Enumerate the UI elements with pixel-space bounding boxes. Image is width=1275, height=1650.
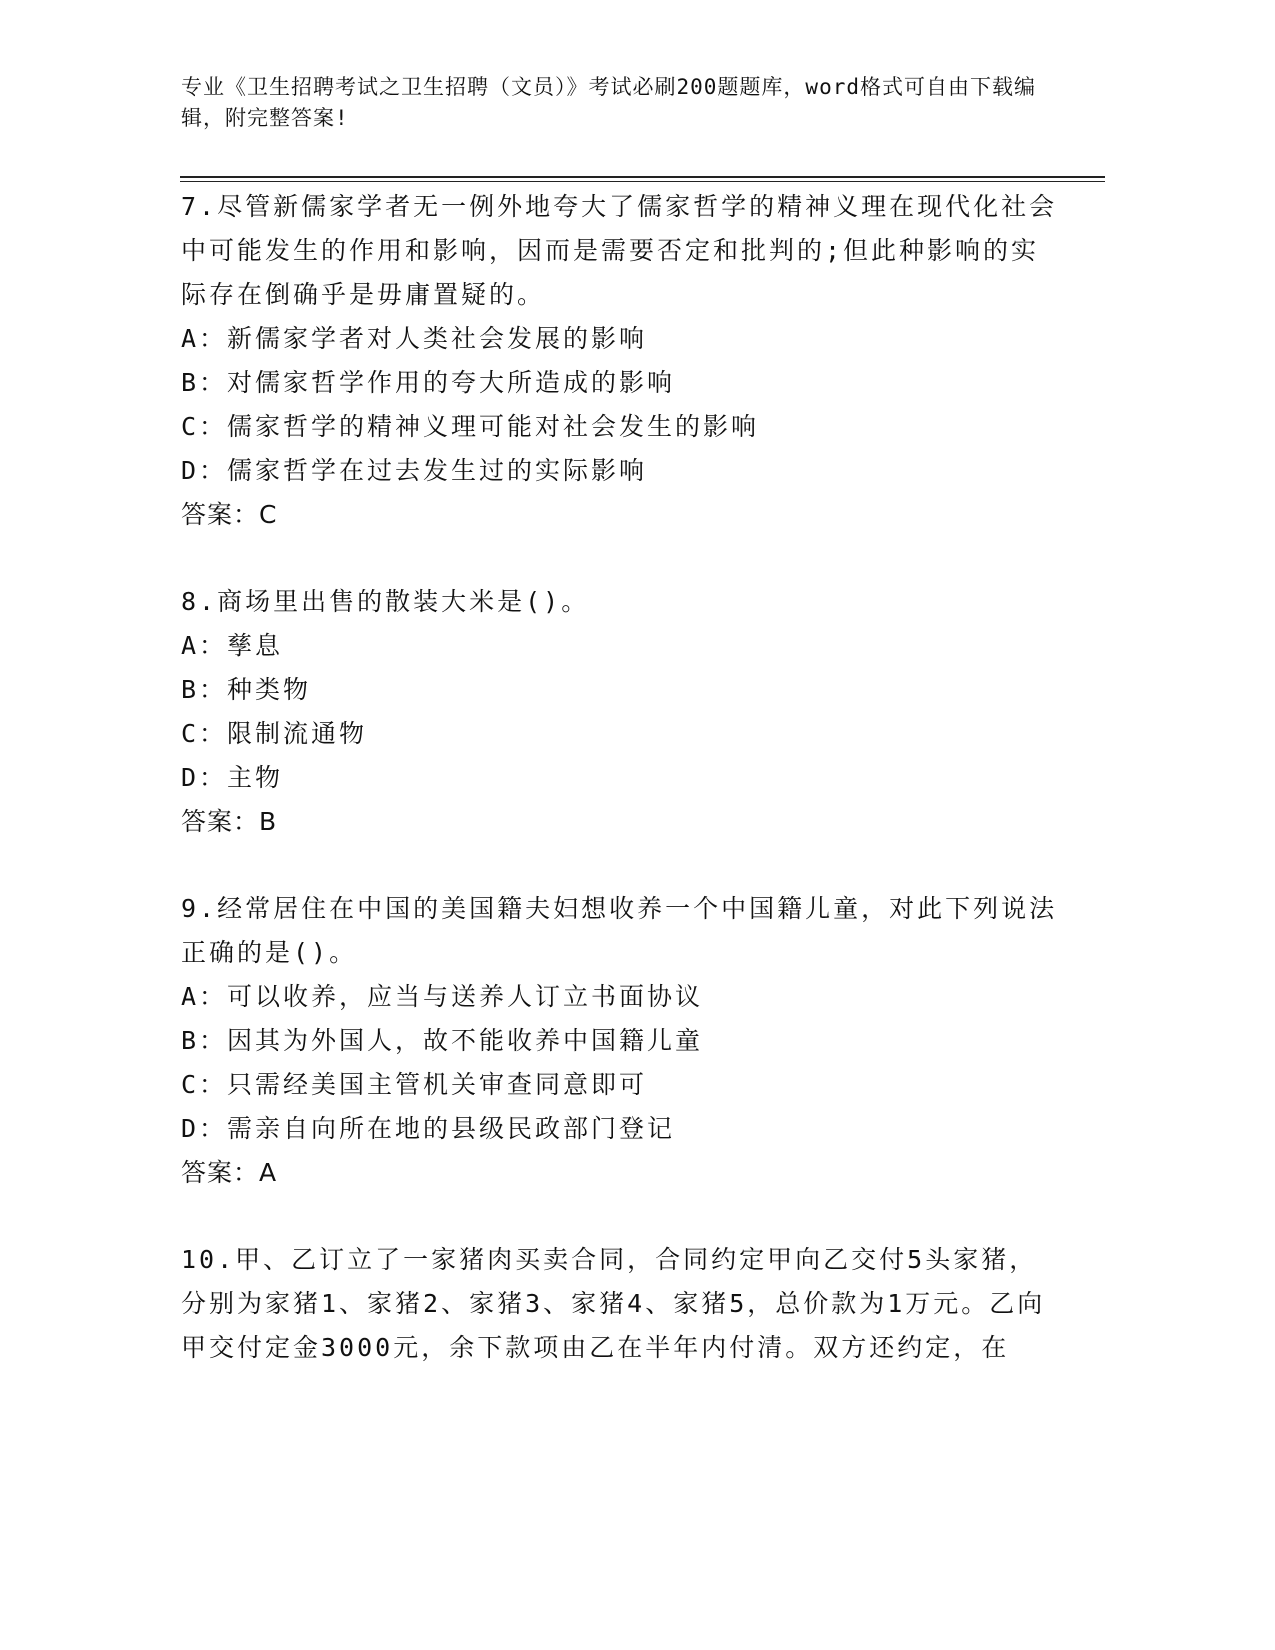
question-9 bbox=[181, 887, 1061, 1195]
option-b: B：种类物 bbox=[181, 675, 312, 704]
header-divider-thin bbox=[180, 181, 1105, 182]
option-d: D：需亲自向所在地的县级民政部门登记 bbox=[181, 1114, 676, 1143]
question-stem: 9.经常居住在中国的美国籍夫妇想收养一个中国籍儿童，对此下列说法正确的是()。 bbox=[181, 894, 1058, 967]
question-list bbox=[181, 185, 1061, 1370]
option-a: A：新儒家学者对人类社会发展的影响 bbox=[181, 324, 648, 353]
question-8 bbox=[181, 580, 1061, 844]
question-stem: 10.甲、乙订立了一家猪肉买卖合同，合同约定甲向乙交付5头家猪，分别为家猪1、家猪2、家猪3、家猪4、家猪5，总价款为1万元。乙向甲交付定金3000元，余下款项由乙在半年内付清。双方还约定，在 bbox=[181, 1245, 1046, 1362]
option-d: D：主物 bbox=[181, 763, 284, 792]
header-divider-thick bbox=[180, 176, 1105, 178]
answer-line: 答案：C bbox=[181, 500, 278, 529]
question-7 bbox=[181, 185, 1061, 537]
answer-line: 答案：B bbox=[181, 807, 278, 836]
question-10 bbox=[181, 1238, 1061, 1370]
option-c: C：只需经美国主管机关审查同意即可 bbox=[181, 1070, 648, 1099]
option-b: B：因其为外国人，故不能收养中国籍儿童 bbox=[181, 1026, 704, 1055]
option-d: D：儒家哲学在过去发生过的实际影响 bbox=[181, 456, 648, 485]
question-stem: 7.尽管新儒家学者无一例外地夸大了儒家哲学的精神义理在现代化社会中可能发生的作用和影响，因而是需要否定和批判的;但此种影响的实际存在倒确乎是毋庸置疑的。 bbox=[181, 192, 1058, 309]
option-c: C：儒家哲学的精神义理可能对社会发生的影响 bbox=[181, 412, 760, 441]
option-a: A：可以收养，应当与送养人订立书面协议 bbox=[181, 982, 704, 1011]
answer-line: 答案：A bbox=[181, 1158, 278, 1187]
option-b: B：对儒家哲学作用的夸大所造成的影响 bbox=[181, 368, 676, 397]
question-stem: 8.商场里出售的散装大米是()。 bbox=[181, 587, 590, 616]
option-c: C：限制流通物 bbox=[181, 719, 368, 748]
document-header: 专业《卫生招聘考试之卫生招聘（文员）》考试必刷200题题库，word格式可自由下载编辑，附完整答案! bbox=[181, 75, 1036, 130]
option-a: A：孳息 bbox=[181, 631, 284, 660]
